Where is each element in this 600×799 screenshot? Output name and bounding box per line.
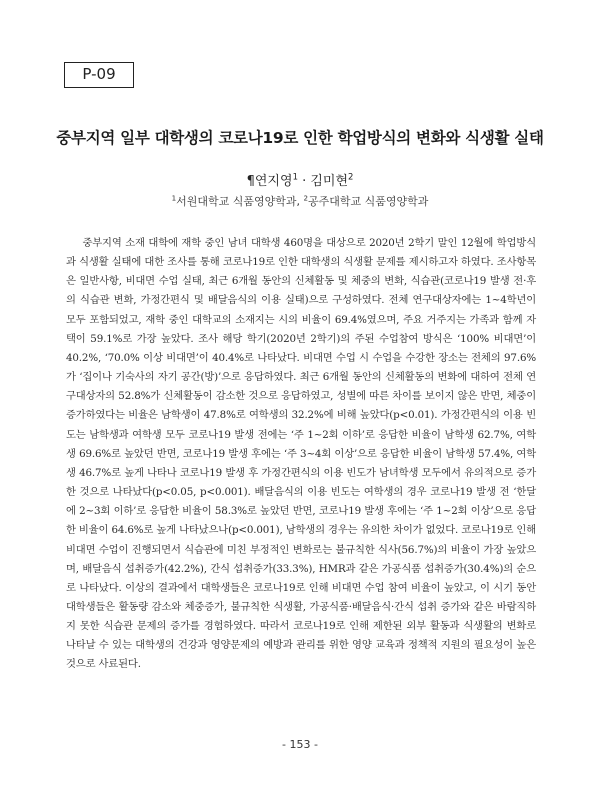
author-1-affil-mark: 1 — [292, 171, 298, 182]
author-1-name: 연지영 — [254, 174, 293, 189]
author-2-name: 김미현 — [310, 174, 349, 189]
session-code: P-09 — [82, 65, 116, 83]
corresponding-mark: ¶ — [246, 174, 255, 189]
paper-title: 중부지역 일부 대학생의 코로나19로 인한 학업방식의 변화와 식생활 실태 — [56, 129, 544, 147]
affiliation-1-mark: 1 — [171, 193, 177, 203]
author-separator: · — [297, 174, 311, 189]
abstract-paragraph: 중부지역 소재 대학에 재학 중인 남녀 대학생 460명을 대상으로 2020년 2학기 말인 12월에 학업방식과 식생활 실태에 대한 조사를 통해 코로나19로 인한 대학생의 식생활 문제를 제시하고자 하였다. 조사항목은 일반사항, 비대면 수업 실태, 최근 6개월 동안의 신체활동 및 체중의 변화, 식습관(코로나19 발생 전·후의 식습관 변화, 가정간편식 및 배달음식의 이용 실태)으로 구성하였다. 전체 연구대상자에는 1~4학년이 모두 포함되었고, 재학 중인 대학교의 소재지는 시의 비율이 69.4%였으며, 주요 거주지는 가족과 함께 자택이 59.1%로 가장 높았다. 조사 해당 학기(2020년 2학기)의 주된 수업참여 방식은 ‘100% 비대면’이 40.2%, ‘70.0% 이상 비대면’이 40.4%로 나타났다. 비대면 수업 시 수업을 수강한 장소는 전체의 97.6%가 ‘집이나 기숙사의 자기 공간(방)’으로 응답하였다. 최근 6개월 동안의 신체활동의 변화에 대하여 전체 연구대상자의 52.8%가 신체활동이 감소한 것으로 응답하였고, 성별에 따른 차이를 보이지 않은 반면, 체중이 증가하였다는 비율은 남학생이 47.8%로 여학생의 32.2%에 비해 높았다(p<0.01). 가정간편식의 이용 빈도는 남학생과 여학생 모두 코로나19 발생 전에는 ‘주 1~2회 이하’로 응답한 비율이 남학생 62.7%, 여학생 69.6%로 높았던 반면, 코로나19 발생 후에는 ‘주 3~4회 이상’으로 응답한 비율이 남학생 57.4%, 여학생 46.7%로 높게 나타나 코로나19 발생 후 가정간편식의 이용 빈도가 남녀학생 모두에서 유의적으로 증가한 것으로 나타났다(p<0.05, p<0.001). 배달음식의 이용 빈도는 여학생의 경우 코로나19 발생 전 ‘한달에 2~3회 이하’로 응답한 비율이 58.3%로 높았던 반면, 코로나19 발생 후에는 ‘주 1~2회 이상’으로 응답한 비율이 64.6%로 높게 나타났으나(p<0.001), 남학생의 경우는 유의한 차이가 없었다. 코로나19로 인해 비대면 수업이 진행되면서 식습관에 미친 부정적인 변화로는 불규칙한 식사(56.7%)의 비율이 가장 높았으며, 배달음식 섭취증가(42.2%), 간식 섭취증가(33.3%), HMR과 같은 가공식품 섭취증가(30.4%)의 순으로 나타났다. 이상의 결과에서 대학생들은 코로나19로 인해 비대면 수업 참여 비율이 높았고, 이 시기 동안 대학생들은 활동량 감소와 체중증가, 불규칙한 식생활, 가공식품·배달음식·간식 섭취 증가와 같은 바람직하지 못한 식습관 문제의 증가를 경험하였다. 따라서 코로나19로 인해 제한된 외부 활동과 식생활의 변화로 나타날 수 있는 대학생의 건강과 영양문제의 예방과 관리를 위한 영양 교육과 정책적 지원의 필요성이 높은 것으로 사료된다. — [66, 237, 536, 671]
author-line — [0, 170, 600, 189]
affiliation-2: 공주대학교 식품영양학과 — [308, 195, 429, 208]
abstract-body — [66, 234, 536, 675]
session-code-box — [64, 62, 134, 88]
affiliation-line — [0, 193, 600, 209]
affiliation-2-mark: 2 — [303, 193, 309, 203]
page-number: - 153 - — [282, 738, 318, 751]
affiliation-1: 서원대학교 식품영양학과, — [176, 195, 304, 208]
author-2-affil-mark: 2 — [348, 171, 354, 182]
